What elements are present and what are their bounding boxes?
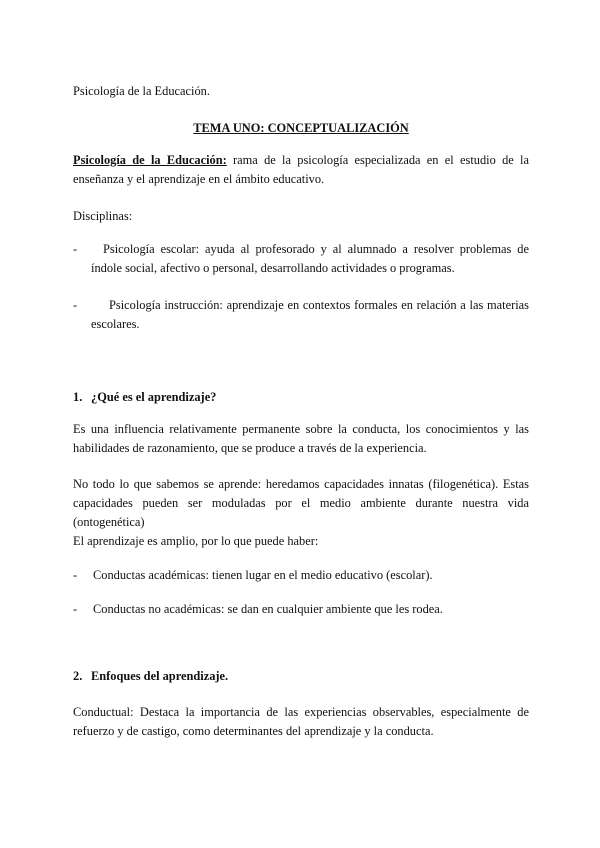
list-dash: - (73, 242, 78, 256)
list-item (73, 600, 529, 619)
section-1-heading (73, 388, 529, 407)
definition-text: rama de la psicología especializada en el estudio de la enseñanza y el aprendizaje en el ámbito educativo. (73, 153, 529, 187)
list-dash: - (73, 298, 78, 312)
list-item (73, 566, 529, 585)
section-2-heading (73, 667, 529, 686)
definition-paragraph (73, 151, 529, 189)
section-2-number: 2. (73, 669, 83, 683)
section-1-heading-text: ¿Qué es el aprendizaje? (91, 390, 217, 404)
list-item-text: Conductas académicas: tienen lugar en el medio educativo (escolar). (93, 568, 433, 582)
list-item-text: Psicología instrucción: aprendizaje en contextos formales en relación a las materias escolares. (91, 298, 529, 332)
section-1-number: 1. (73, 390, 83, 404)
page-title: TEMA UNO: CONCEPTUALIZACIÓN (193, 121, 409, 135)
list-item-text: Conductas no académicas: se dan en cualquier ambiente que les rodea. (93, 602, 443, 616)
section-2-paragraph: Conductual: Destaca la importancia de las experiencias observables, especialmente de refuerzo y de castigo, como determinantes del aprendizaje y la conducta. (73, 705, 529, 739)
section-1-paragraph: Es una influencia relativamente permanente sobre la conducta, los conocimientos y las habilidades de razonamiento, que se produce a través de la experiencia. (73, 422, 529, 456)
list-item-text: Psicología escolar: ayuda al profesorado y al alumnado a resolver problemas de índole social, afectivo o personal, desarrollando actividades o programas. (91, 242, 529, 276)
document-header: Psicología de la Educación. (73, 84, 210, 98)
section-1-paragraph: El aprendizaje es amplio, por lo que puede haber: (73, 534, 319, 548)
list-item (73, 240, 529, 278)
section-2-heading-text: Enfoques del aprendizaje. (91, 669, 229, 683)
list-dash: - (73, 602, 78, 616)
list-item (73, 296, 529, 334)
list-dash: - (73, 568, 78, 582)
definition-term: Psicología de la Educación: (73, 153, 227, 167)
section-1-paragraph: No todo lo que sabemos se aprende: heredamos capacidades innatas (filogenética). Estas capacidades pueden ser moduladas por el medio ambiente durante nuestra vida (ontogenética) (73, 477, 529, 530)
disciplines-label: Disciplinas: (73, 209, 133, 223)
